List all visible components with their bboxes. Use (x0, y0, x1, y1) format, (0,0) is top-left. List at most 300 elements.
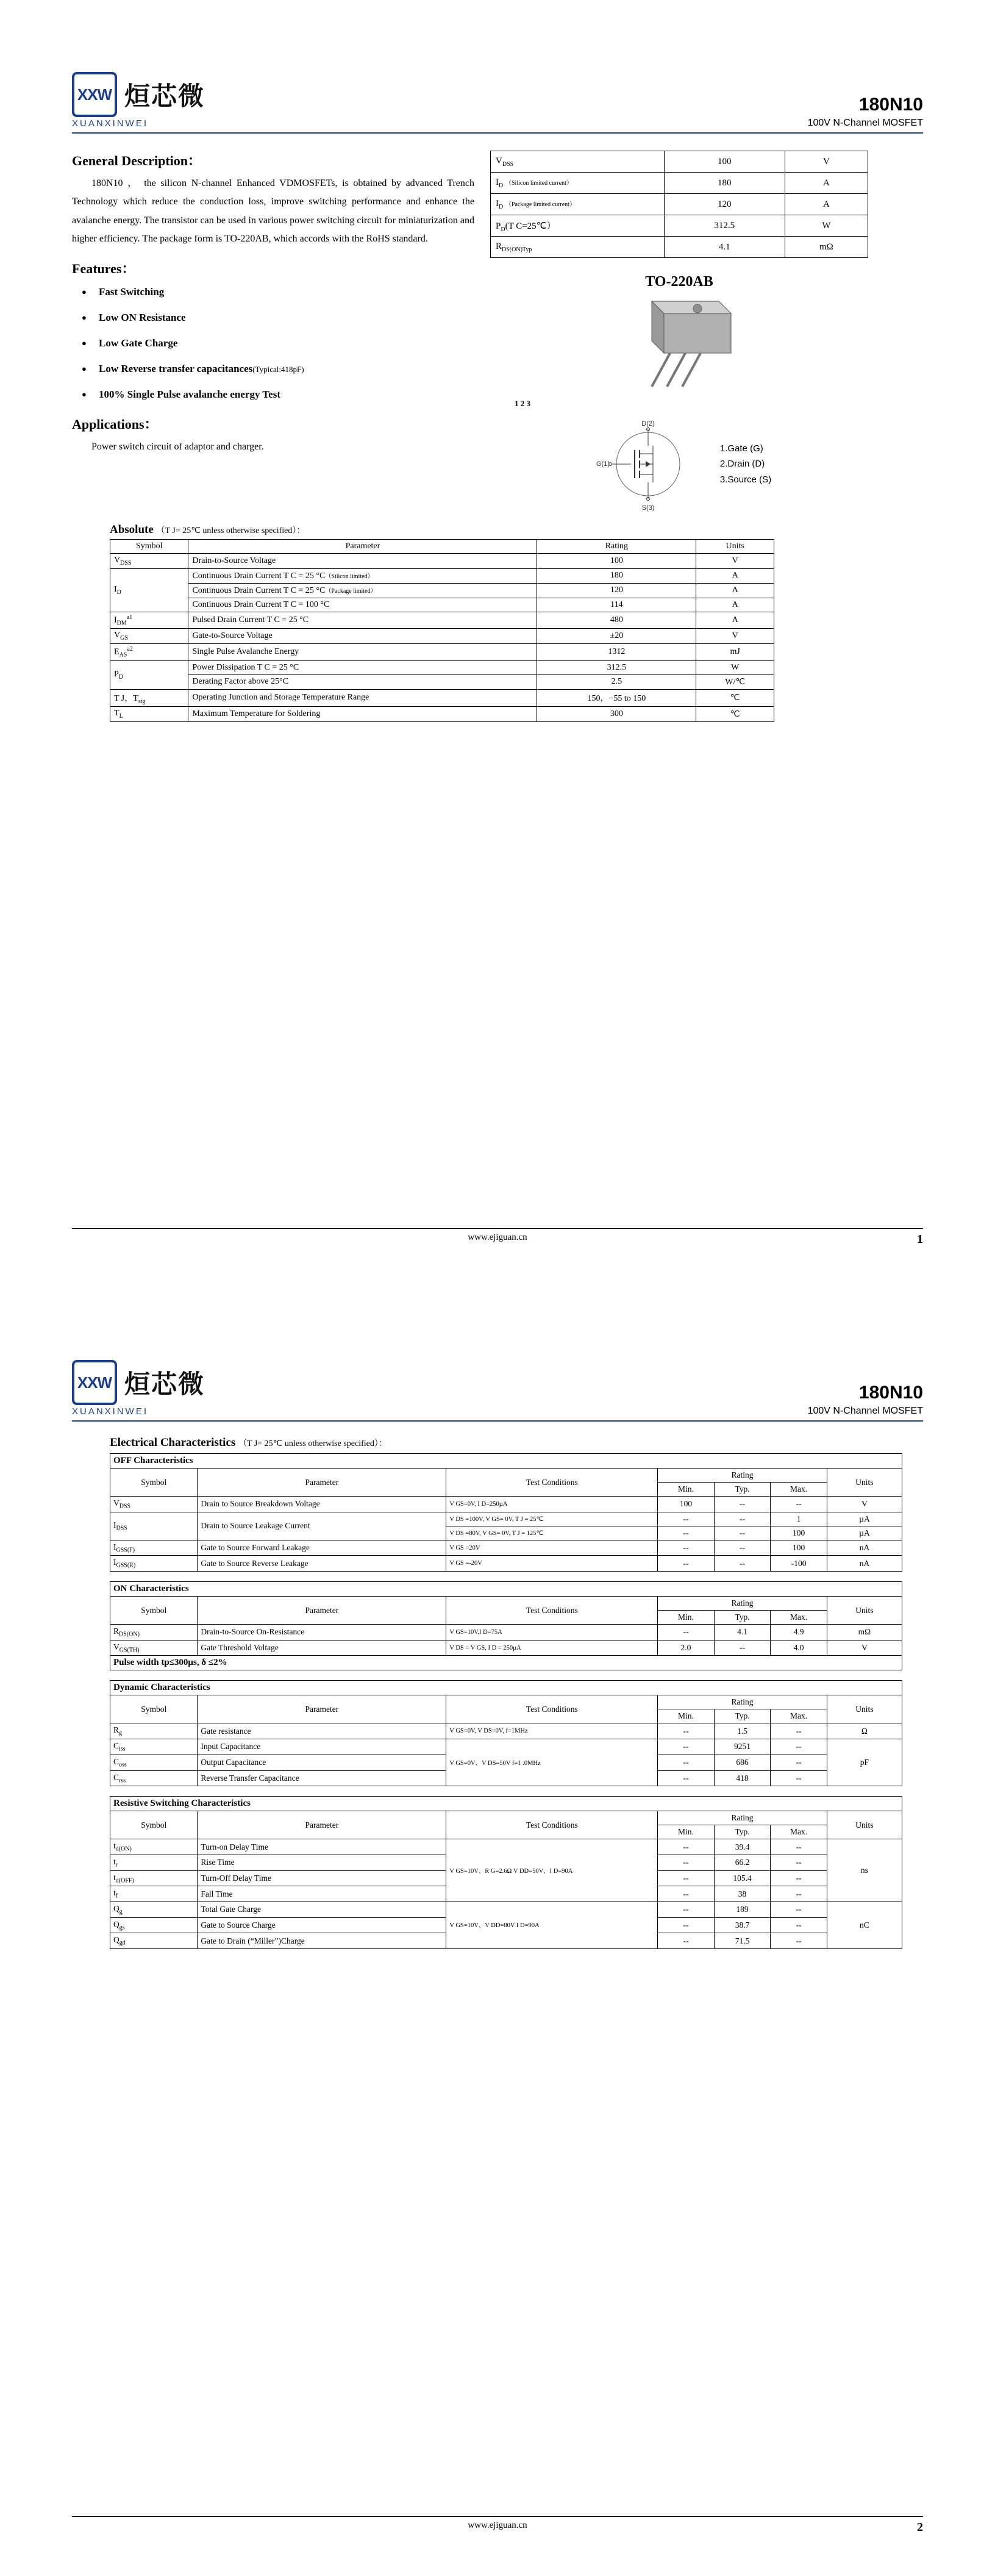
company-name-en: XUANXINWEI (72, 1406, 149, 1417)
row-unit: A (696, 598, 774, 612)
row-conditions: V GS=10V,I D=75A (446, 1625, 658, 1640)
col-rating: Rating (658, 1811, 827, 1825)
table-row (110, 1540, 902, 1556)
row-rating: 312.5 (537, 660, 696, 674)
svg-text:S(3): S(3) (641, 504, 655, 512)
table-row (110, 1902, 902, 1917)
table-row (110, 1839, 902, 1855)
row-typ: 38 (714, 1886, 771, 1902)
row-parameter: Maximum Temperature for Soldering (188, 707, 537, 722)
row-unit: Ω (827, 1723, 902, 1739)
summary-spec-table (490, 151, 868, 258)
row-conditions: V GS=10V、V DD=80V I D=90A (446, 1902, 658, 1948)
col-test-conditions: Test Conditions (446, 1469, 658, 1497)
table-row (110, 598, 774, 612)
col-symbol: Symbol (110, 1469, 198, 1497)
row-symbol: $E_{AS}^{a2}$ (110, 644, 188, 660)
row-parameter: Turn-on Delay Time (198, 1839, 446, 1855)
row-symbol: $V_{GS}$ (110, 629, 188, 644)
row-unit: V (827, 1640, 902, 1656)
table-row (110, 1656, 902, 1670)
spec-unit: A (785, 173, 868, 194)
row-typ: 1.5 (714, 1723, 771, 1739)
list-item: 3.Source (S) (719, 474, 772, 485)
row-conditions: V GS =-20V (446, 1556, 658, 1572)
col-typ: Typ. (714, 1825, 771, 1839)
row-symbol: $P_D$ (110, 660, 188, 689)
table-row (491, 151, 868, 173)
table-group-row (110, 1454, 902, 1469)
features-title: Features： (72, 260, 135, 276)
col-parameter: Parameter (188, 540, 537, 554)
row-unit: A (696, 612, 774, 628)
row-rating: 180 (537, 568, 696, 583)
col-parameter: Parameter (198, 1469, 446, 1497)
row-parameter: Gate-to-Source Voltage (188, 629, 537, 644)
row-parameter: Gate to Drain (“Miller”)Charge (198, 1933, 446, 1949)
row-min: -- (658, 1526, 715, 1540)
table-row (110, 568, 774, 583)
spec-value: 4.1 (664, 237, 785, 258)
row-symbol: $t_{d(ON)}$ (110, 1839, 198, 1855)
feature-label: Low ON Resistance (99, 311, 186, 323)
header-part-info (808, 95, 923, 129)
row-unit: A (696, 583, 774, 598)
company-logo (72, 72, 205, 129)
row-max: -- (771, 1755, 827, 1770)
row-max: -100 (771, 1556, 827, 1572)
row-typ: -- (714, 1556, 771, 1572)
row-parameter: Output Capacitance (198, 1755, 446, 1770)
table-row (110, 1640, 902, 1656)
spec-value: 120 (664, 194, 785, 215)
row-typ: 71.5 (714, 1933, 771, 1949)
row-typ: 9251 (714, 1739, 771, 1755)
row-parameter: Gate to Source Forward Leakage (198, 1540, 446, 1556)
feature-label: Low Gate Charge (99, 337, 178, 349)
row-typ: 4.1 (714, 1625, 771, 1640)
feature-label: 100% Single Pulse avalanche energy Test (99, 388, 280, 400)
document-header (72, 0, 923, 129)
row-parameter: Fall Time (198, 1886, 446, 1902)
row-typ: -- (714, 1526, 771, 1540)
row-typ: 105.4 (714, 1870, 771, 1886)
row-parameter: Reverse Transfer Capacitance (198, 1770, 446, 1786)
row-parameter: Gate resistance (198, 1723, 446, 1739)
col-parameter: Parameter (198, 1597, 446, 1625)
resistive-switching-table (110, 1796, 902, 1949)
row-typ: -- (714, 1512, 771, 1526)
col-units: Units (696, 540, 774, 554)
spec-unit: V (785, 151, 868, 173)
col-min: Min. (658, 1825, 715, 1839)
row-max: -- (771, 1870, 827, 1886)
row-min: -- (658, 1540, 715, 1556)
table-row (110, 612, 774, 628)
row-max: -- (771, 1739, 827, 1755)
col-parameter: Parameter (198, 1811, 446, 1839)
row-min: 100 (658, 1497, 715, 1512)
row-conditions: V GS=0V, I D=250µA (446, 1497, 658, 1512)
row-unit: V (827, 1497, 902, 1512)
row-max: 100 (771, 1526, 827, 1540)
row-typ: -- (714, 1497, 771, 1512)
row-unit: W/℃ (696, 674, 774, 689)
footer-url[interactable]: www.ejiguan.cn (468, 1233, 527, 1242)
part-description: 100V N-Channel MOSFET (807, 118, 923, 128)
row-parameter: Gate Threshold Voltage (198, 1640, 446, 1656)
dynamic-characteristics-table (110, 1680, 902, 1786)
col-min: Min. (658, 1483, 715, 1497)
row-rating: 480 (537, 612, 696, 628)
row-typ: 418 (714, 1770, 771, 1786)
col-symbol: Symbol (110, 1811, 198, 1839)
row-rating: ±20 (537, 629, 696, 644)
row-parameter: Continuous Drain Current T C = 25 °C（Silicon limited） (188, 568, 537, 583)
table-group-row (110, 1582, 902, 1597)
row-symbol: $V_{GS(TH)}$ (110, 1640, 198, 1656)
mosfet-symbol-icon (587, 412, 709, 516)
applications-text: Power switch circuit of adaptor and charger. (91, 441, 264, 452)
row-unit: mΩ (827, 1625, 902, 1640)
row-parameter: Drain-to-Source Voltage (188, 554, 537, 569)
table-row (110, 629, 774, 644)
table-header-row (110, 1469, 902, 1483)
table-row (491, 194, 868, 215)
row-min: -- (658, 1839, 715, 1855)
row-max: 4.0 (771, 1640, 827, 1656)
row-unit: nA (827, 1540, 902, 1556)
table-row (491, 237, 868, 258)
company-name-cn: 烜芯微 (124, 81, 205, 111)
row-unit: W (696, 660, 774, 674)
list-item (99, 388, 474, 401)
col-rating: Rating (537, 540, 696, 554)
row-symbol: $t_r$ (110, 1855, 198, 1870)
feature-note: (Typical:418pF) (252, 364, 304, 374)
row-max: -- (771, 1723, 827, 1739)
table-row (110, 1497, 902, 1512)
col-min: Min. (658, 1709, 715, 1723)
row-symbol: T J，$T_{stg}$ (110, 689, 188, 707)
row-symbol: $Q_{gs}$ (110, 1917, 198, 1933)
row-parameter: Gate to Source Reverse Leakage (198, 1556, 446, 1572)
row-parameter: Single Pulse Avalanche Energy (188, 644, 537, 660)
row-min: -- (658, 1917, 715, 1933)
col-test-conditions: Test Conditions (446, 1695, 658, 1723)
electrical-characteristics-title: Electrical Characteristics （T J= 25℃ unless otherwise specified）： (110, 1436, 387, 1449)
col-units: Units (827, 1469, 902, 1497)
table-row (110, 644, 774, 660)
part-description: 100V N-Channel MOSFET (807, 1406, 923, 1416)
row-parameter: Pulsed Drain Current T C = 25 °C (188, 612, 537, 628)
row-unit: pF (827, 1739, 902, 1786)
spec-symbol: $P_D(T$ C=25℃） (491, 215, 665, 237)
row-parameter: Drain to Source Leakage Current (198, 1512, 446, 1540)
row-min: -- (658, 1886, 715, 1902)
row-min: -- (658, 1770, 715, 1786)
company-name-cn: 烜芯微 (124, 1369, 205, 1399)
table-row (110, 660, 774, 674)
col-symbol: Symbol (110, 1695, 198, 1723)
row-parameter: Derating Factor above 25°C (188, 674, 537, 689)
logo-badge-icon: XXW (72, 72, 117, 117)
row-typ: -- (714, 1540, 771, 1556)
row-max: -- (771, 1770, 827, 1786)
row-rating: 1312 (537, 644, 696, 660)
row-max: -- (771, 1839, 827, 1855)
col-symbol: Symbol (110, 1597, 198, 1625)
absolute-max-title: Absolute （T J= 25℃ unless otherwise specified）： (110, 523, 305, 536)
page-footer (72, 1228, 923, 1246)
col-rating: Rating (658, 1597, 827, 1611)
svg-text:D(2): D(2) (641, 420, 655, 428)
col-typ: Typ. (714, 1483, 771, 1497)
table-header-row (110, 540, 774, 554)
spec-unit: A (785, 194, 868, 215)
row-unit: ns (827, 1839, 902, 1902)
page-2 (0, 1288, 995, 2576)
list-item (99, 286, 474, 298)
row-min: -- (658, 1933, 715, 1949)
row-min: -- (658, 1902, 715, 1917)
page-footer (72, 2516, 923, 2534)
row-symbol: $Q_g$ (110, 1902, 198, 1917)
row-min: -- (658, 1870, 715, 1886)
group-title-dynamic: Dynamic Characteristics (110, 1681, 902, 1695)
table-header-row (110, 1811, 902, 1825)
row-symbol: $I_{DM}^{a1}$ (110, 612, 188, 628)
row-unit: V (696, 629, 774, 644)
row-unit: nA (827, 1556, 902, 1572)
spec-value: 180 (664, 173, 785, 194)
list-item (99, 312, 474, 324)
col-test-conditions: Test Conditions (446, 1811, 658, 1839)
row-parameter: Rise Time (198, 1855, 446, 1870)
table-group-row (110, 1681, 902, 1695)
row-typ: 38.7 (714, 1917, 771, 1933)
col-min: Min. (658, 1611, 715, 1625)
group-title-off: OFF Characteristics (110, 1454, 902, 1469)
row-parameter: Turn-Off Delay Time (198, 1870, 446, 1886)
col-typ: Typ. (714, 1611, 771, 1625)
svg-text:G(1): G(1) (596, 460, 610, 468)
pin-numbers: 1 2 3 (515, 399, 530, 408)
col-units: Units (827, 1811, 902, 1839)
row-symbol: $R_{DS(ON)}$ (110, 1625, 198, 1640)
row-parameter: Total Gate Charge (198, 1902, 446, 1917)
general-description-text: 180N10 ， the silicon N-channel Enhanced VDMOSFETs, is obtained by advanced Trench Technology which reduce the conduction loss, improve switching performance and enhance the avalanche energy. The transistor can be used in various power switching circuit for miniaturization and higher efficiency. The package form is TO-220AB, which accords with the RoHS standard. (72, 178, 474, 245)
col-units: Units (827, 1695, 902, 1723)
row-min: -- (658, 1739, 715, 1755)
row-rating: 150，−55 to 150 (537, 689, 696, 707)
part-number: 180N10 (858, 95, 923, 115)
row-unit: µA (827, 1512, 902, 1526)
row-max: 1 (771, 1512, 827, 1526)
row-unit: nC (827, 1902, 902, 1948)
col-units: Units (827, 1597, 902, 1625)
table-row (110, 674, 774, 689)
row-max: 4.9 (771, 1625, 827, 1640)
row-typ: 686 (714, 1755, 771, 1770)
row-symbol: $R_g$ (110, 1723, 198, 1739)
col-max: Max. (771, 1483, 827, 1497)
header-divider (72, 1420, 923, 1422)
table-row (110, 1556, 902, 1572)
row-typ: 189 (714, 1902, 771, 1917)
spec-unit: W (785, 215, 868, 237)
spec-symbol: $I_D$ （Silicon limited current） (491, 173, 665, 194)
row-symbol: $I_{GSS(F)}$ (110, 1540, 198, 1556)
row-typ: 66.2 (714, 1855, 771, 1870)
col-rating: Rating (658, 1469, 827, 1483)
row-min: -- (658, 1755, 715, 1770)
row-parameter: Drain-to-Source On-Resistance (198, 1625, 446, 1640)
row-max: -- (771, 1933, 827, 1949)
row-symbol: $V_{DSS}$ (110, 554, 188, 569)
company-logo (72, 1360, 205, 1417)
features-list (72, 286, 474, 401)
spec-symbol: $V_{DSS}$ (491, 151, 665, 173)
group-title-resistive: Resistive Switching Characteristics (110, 1797, 902, 1811)
table-row (110, 1512, 902, 1526)
row-symbol: $C_{iss}$ (110, 1739, 198, 1755)
package-title: TO-220AB (645, 274, 713, 290)
footer-divider (72, 2516, 923, 2517)
col-test-conditions: Test Conditions (446, 1597, 658, 1625)
col-symbol: Symbol (110, 540, 188, 554)
pulse-width-note: Pulse width tp≤300µs, δ ≤2% (110, 1656, 902, 1670)
to220ab-package-icon (579, 295, 780, 399)
row-unit: mJ (696, 644, 774, 660)
header-part-info (808, 1383, 923, 1417)
table-row (110, 583, 774, 598)
row-max: -- (771, 1917, 827, 1933)
table-row (110, 1723, 902, 1739)
row-unit: V (696, 554, 774, 569)
row-parameter: Gate to Source Charge (198, 1917, 446, 1933)
row-parameter: Input Capacitance (198, 1739, 446, 1755)
row-rating: 2.5 (537, 674, 696, 689)
list-item (99, 337, 474, 349)
row-rating: 120 (537, 583, 696, 598)
list-item: 2.Drain (D) (719, 459, 765, 470)
schematic-symbol-area (490, 412, 868, 516)
row-conditions: V DS = V GS, I D = 250µA (446, 1640, 658, 1656)
table-row (491, 173, 868, 194)
row-symbol: $t_{d(OFF)}$ (110, 1870, 198, 1886)
company-name-en: XUANXINWEI (72, 118, 149, 129)
row-unit: ℃ (696, 689, 774, 707)
row-rating: 100 (537, 554, 696, 569)
row-min: -- (658, 1625, 715, 1640)
row-max: -- (771, 1902, 827, 1917)
feature-label: Fast Switching (99, 285, 165, 298)
footer-divider (72, 1228, 923, 1229)
col-max: Max. (771, 1825, 827, 1839)
row-parameter: Drain to Source Breakdown Voltage (198, 1497, 446, 1512)
header-divider (72, 132, 923, 134)
row-rating: 300 (537, 707, 696, 722)
col-rating: Rating (658, 1695, 827, 1709)
row-conditions: V DS =100V, V GS= 0V, T J = 25℃ (446, 1512, 658, 1526)
row-conditions: V GS=0V, V DS=0V, f=1MHz (446, 1723, 658, 1739)
table-row (110, 1739, 902, 1755)
row-max: 100 (771, 1540, 827, 1556)
row-conditions: V DS =80V, V GS= 0V, T J = 125℃ (446, 1526, 658, 1540)
row-symbol: $I_{GSS(R)}$ (110, 1556, 198, 1572)
row-symbol: $C_{rss}$ (110, 1770, 198, 1786)
row-parameter: Continuous Drain Current T C = 100 °C (188, 598, 537, 612)
row-max: -- (771, 1886, 827, 1902)
row-min: -- (658, 1855, 715, 1870)
table-row (491, 215, 868, 237)
row-unit: A (696, 568, 774, 583)
spec-value: 100 (664, 151, 785, 173)
row-parameter: Power Dissipation T C = 25 °C (188, 660, 537, 674)
row-unit: µA (827, 1526, 902, 1540)
row-typ: -- (714, 1640, 771, 1656)
on-characteristics-table (110, 1581, 902, 1670)
package-drawing (490, 295, 868, 399)
row-symbol: $I_D$ (110, 568, 188, 612)
absolute-max-table (110, 539, 774, 722)
table-row (110, 1625, 902, 1640)
row-typ: 39.4 (714, 1839, 771, 1855)
row-symbol: $t_f$ (110, 1886, 198, 1902)
table-header-row (110, 1597, 902, 1611)
logo-badge-icon: XXW (72, 1360, 117, 1405)
pin-assignment-list (720, 441, 771, 488)
table-row (110, 554, 774, 569)
row-parameter: Operating Junction and Storage Temperature Range (188, 689, 537, 707)
spec-value: 312.5 (664, 215, 785, 237)
row-max: -- (771, 1855, 827, 1870)
row-min: -- (658, 1723, 715, 1739)
group-title-on: ON Characteristics (110, 1582, 902, 1597)
table-header-row (110, 1695, 902, 1709)
col-typ: Typ. (714, 1709, 771, 1723)
row-rating: 114 (537, 598, 696, 612)
row-parameter: Continuous Drain Current T C = 25 °C（Package limited） (188, 583, 537, 598)
feature-label: Low Reverse transfer capacitances (99, 362, 253, 374)
row-symbol: $I_{DSS}$ (110, 1512, 198, 1540)
row-symbol: $V_{DSS}$ (110, 1497, 198, 1512)
row-conditions: V GS=0V、V DS=50V f=1 .0MHz (446, 1739, 658, 1786)
spec-symbol: $I_D$ （Package limited current） (491, 194, 665, 215)
row-symbol: $C_{oss}$ (110, 1755, 198, 1770)
part-number: 180N10 (858, 1383, 923, 1403)
row-symbol: $Q_{gd}$ (110, 1933, 198, 1949)
spec-unit: mΩ (785, 237, 868, 258)
row-max: -- (771, 1497, 827, 1512)
row-unit: ℃ (696, 707, 774, 722)
col-max: Max. (771, 1709, 827, 1723)
footer-url[interactable]: www.ejiguan.cn (468, 2521, 527, 2530)
row-conditions: V GS=10V、R G=2.6Ω V DD=50V、I D=90A (446, 1839, 658, 1902)
spec-symbol: $R_{DS(ON)Typ}$ (491, 237, 665, 258)
table-group-row (110, 1797, 902, 1811)
row-min: -- (658, 1556, 715, 1572)
list-item: 1.Gate (G) (719, 443, 763, 454)
page-number: 1 (917, 1233, 923, 1246)
off-characteristics-table (110, 1453, 902, 1572)
table-row (110, 707, 774, 722)
row-min: 2.0 (658, 1640, 715, 1656)
general-description-title: General Description： (72, 153, 202, 168)
col-max: Max. (771, 1611, 827, 1625)
row-symbol: $T_L$ (110, 707, 188, 722)
